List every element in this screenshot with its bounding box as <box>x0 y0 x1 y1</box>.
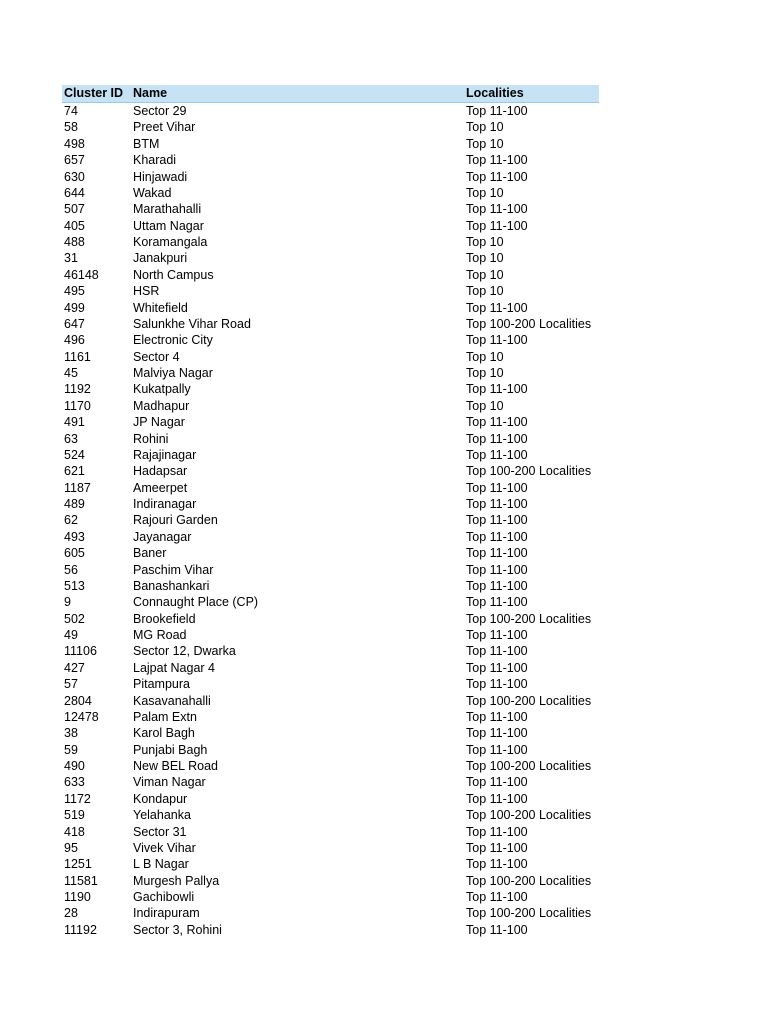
name-cell: Uttam Nagar <box>133 218 204 233</box>
cluster-id-cell: 491 <box>64 415 85 430</box>
localities-cell: Top 10 <box>466 366 504 380</box>
cluster-id-cell: 644 <box>64 185 85 200</box>
name-cell: Indiranagar <box>133 497 197 511</box>
table-row <box>62 840 599 856</box>
table-row <box>62 185 599 201</box>
cluster-id-cell: 519 <box>64 808 85 823</box>
cluster-id-cell: 1172 <box>64 791 91 806</box>
name-cell: Kasavanahalli <box>133 693 211 708</box>
cluster-id-cell: 1187 <box>64 480 91 495</box>
localities-cell: Top 11-100 <box>466 529 528 544</box>
name-cell: Marathahalli <box>133 202 202 217</box>
cluster-id-cell: 490 <box>64 759 85 773</box>
localities-cell: Top 11-100 <box>466 824 528 839</box>
name-cell: Rajouri Garden <box>133 513 218 528</box>
name-cell: Jayanagar <box>133 529 192 544</box>
name-cell: Sector 4 <box>133 349 180 364</box>
cluster-id-cell: 62 <box>64 513 78 528</box>
localities-cell: Top 11-100 <box>466 628 528 642</box>
table-row <box>62 283 599 299</box>
name-cell: Indirapuram <box>133 906 200 921</box>
cluster-id-cell: 488 <box>64 235 85 249</box>
cluster-id-cell: 63 <box>64 431 78 446</box>
localities-cell: Top 10 <box>466 251 504 266</box>
name-cell: Connaught Place (CP) <box>133 595 259 610</box>
localities-cell: Top 11-100 <box>466 218 528 233</box>
name-cell: Vivek Vihar <box>133 840 196 855</box>
cluster-id-cell: 1190 <box>64 890 91 904</box>
localities-cell: Top 11-100 <box>466 791 528 806</box>
table-row <box>62 922 599 938</box>
name-cell: Madhapur <box>133 398 190 413</box>
cluster-id-cell: 621 <box>64 464 85 479</box>
cluster-id-cell: 11581 <box>64 873 98 888</box>
name-cell: L B Nagar <box>133 857 189 872</box>
localities-cell: Top 100-200 Localities <box>466 693 592 708</box>
localities-cell: Top 11-100 <box>466 415 528 430</box>
table-row <box>62 889 599 905</box>
name-cell: Rohini <box>133 431 169 446</box>
name-cell: Sector 31 <box>133 824 187 839</box>
name-cell: Karol Bagh <box>133 726 195 741</box>
name-cell: Sector 12, Dwarka <box>133 644 236 659</box>
table-row <box>62 169 599 185</box>
table-row <box>62 136 599 152</box>
table-row <box>62 267 599 283</box>
name-cell: Lajpat Nagar 4 <box>133 660 216 675</box>
localities-cell: Top 11-100 <box>466 513 528 528</box>
cluster-id-cell: 58 <box>64 120 78 135</box>
localities-cell: Top 11-100 <box>466 742 528 757</box>
table-row <box>62 627 599 643</box>
name-cell: Kondapur <box>133 791 188 806</box>
cluster-id-cell: 513 <box>64 578 85 593</box>
localities-cell: Top 11-100 <box>466 726 528 741</box>
table-row <box>62 447 599 463</box>
header-cluster-id: Cluster ID <box>64 86 124 100</box>
name-cell: Koramangala <box>133 235 208 249</box>
localities-cell: Top 11-100 <box>466 153 528 168</box>
table-row <box>62 873 599 889</box>
localities-cell: Top 10 <box>466 398 504 413</box>
name-cell: Punjabi Bagh <box>133 742 208 757</box>
localities-cell: Top 11-100 <box>466 431 528 446</box>
name-cell: Kharadi <box>133 153 177 168</box>
localities-cell: Top 100-200 Localities <box>466 873 592 888</box>
cluster-id-cell: 496 <box>64 333 85 348</box>
cluster-id-cell: 605 <box>64 546 85 561</box>
localities-cell: Top 11-100 <box>466 857 528 872</box>
name-cell: Rajajinagar <box>133 447 197 462</box>
localities-cell: Top 11-100 <box>466 677 528 692</box>
cluster-id-cell: 647 <box>64 316 85 331</box>
localities-table <box>62 85 599 938</box>
table-row <box>62 414 599 430</box>
cluster-id-cell: 633 <box>64 775 85 790</box>
localities-cell: Top 11-100 <box>466 775 528 790</box>
localities-cell: Top 10 <box>466 235 504 249</box>
table-row <box>62 480 599 496</box>
cluster-id-cell: 489 <box>64 497 85 511</box>
cluster-id-cell: 95 <box>64 840 78 855</box>
localities-cell: Top 11-100 <box>466 497 528 511</box>
table-row <box>62 463 599 479</box>
cluster-id-cell: 2804 <box>64 693 92 708</box>
localities-cell: Top 10 <box>466 284 504 299</box>
table-row <box>62 905 599 921</box>
localities-cell: Top 11-100 <box>466 660 528 675</box>
localities-cell: Top 11-100 <box>466 169 528 184</box>
localities-cell: Top 11-100 <box>466 840 528 855</box>
localities-cell: Top 10 <box>466 349 504 364</box>
cluster-id-cell: 507 <box>64 202 85 217</box>
cluster-id-cell: 46148 <box>64 267 99 282</box>
name-cell: Paschim Vihar <box>133 562 214 577</box>
cluster-id-cell: 499 <box>64 300 85 315</box>
cluster-id-cell: 11106 <box>64 644 97 659</box>
table-row <box>62 594 599 610</box>
table-row <box>62 316 599 332</box>
name-cell: Sector 29 <box>133 104 187 118</box>
table-row <box>62 431 599 447</box>
localities-cell: Top 100-200 Localities <box>466 316 592 331</box>
table-row <box>62 758 599 774</box>
cluster-id-cell: 9 <box>64 595 71 610</box>
table-row <box>62 562 599 578</box>
cluster-id-cell: 1192 <box>64 382 91 397</box>
table-row <box>62 791 599 807</box>
cluster-id-cell: 59 <box>64 742 78 757</box>
cluster-id-cell: 1170 <box>64 398 91 413</box>
name-cell: Hinjawadi <box>133 169 188 184</box>
cluster-id-cell: 57 <box>64 677 78 692</box>
cluster-id-cell: 657 <box>64 153 85 168</box>
name-cell: Pitampura <box>133 677 190 692</box>
cluster-id-cell: 49 <box>64 628 78 642</box>
table-row <box>62 742 599 758</box>
localities-cell: Top 11-100 <box>466 104 528 118</box>
cluster-id-cell: 31 <box>64 251 78 266</box>
table-row <box>62 824 599 840</box>
table-row <box>62 578 599 594</box>
table-row <box>62 512 599 528</box>
cluster-id-cell: 45 <box>64 366 78 380</box>
localities-cell: Top 100-200 Localities <box>466 611 592 626</box>
header-localities: Localities <box>466 86 524 100</box>
table-row <box>62 709 599 725</box>
localities-cell: Top 11-100 <box>466 300 528 315</box>
table-row <box>62 774 599 790</box>
name-cell: Kukatpally <box>133 382 191 397</box>
table-row <box>62 234 599 250</box>
localities-cell: Top 11-100 <box>466 595 528 610</box>
cluster-id-cell: 524 <box>64 447 85 462</box>
name-cell: Murgesh Pallya <box>133 873 220 888</box>
table-row <box>62 660 599 676</box>
table-row <box>62 693 599 709</box>
localities-cell: Top 11-100 <box>466 546 528 561</box>
localities-cell: Top 11-100 <box>466 562 528 577</box>
localities-cell: Top 11-100 <box>466 333 528 348</box>
table-row <box>62 201 599 217</box>
cluster-id-cell: 418 <box>64 824 85 839</box>
cluster-id-cell: 74 <box>64 104 78 118</box>
header-name: Name <box>133 86 168 100</box>
table-row <box>62 496 599 512</box>
cluster-id-cell: 56 <box>64 562 78 577</box>
table-row <box>62 349 599 365</box>
name-cell: North Campus <box>133 267 214 282</box>
localities-cell: Top 11-100 <box>466 709 528 724</box>
table-row <box>62 856 599 872</box>
table-row <box>62 676 599 692</box>
table-row <box>62 529 599 545</box>
cluster-id-cell: 427 <box>64 660 85 675</box>
name-cell: Gachibowli <box>133 890 195 904</box>
table-row <box>62 218 599 234</box>
cluster-id-cell: 38 <box>64 726 78 741</box>
table-header-row <box>62 85 599 103</box>
table-row <box>62 611 599 627</box>
table-row <box>62 725 599 741</box>
table-row <box>62 807 599 823</box>
name-cell: Whitefield <box>133 300 188 315</box>
localities-cell: Top 100-200 Localities <box>466 759 592 773</box>
cluster-id-cell: 498 <box>64 136 85 151</box>
name-cell: Hadapsar <box>133 464 188 479</box>
table-row <box>62 250 599 266</box>
localities-cell: Top 10 <box>466 267 504 282</box>
localities-cell: Top 11-100 <box>466 447 528 462</box>
name-cell: HSR <box>133 284 160 299</box>
name-cell: Palam Extn <box>133 709 197 724</box>
name-cell: Wakad <box>133 185 172 200</box>
name-cell: Ameerpet <box>133 480 188 495</box>
name-cell: Viman Nagar <box>133 775 206 790</box>
name-cell: Baner <box>133 546 167 561</box>
localities-cell: Top 100-200 Localities <box>466 464 592 479</box>
table-row <box>62 365 599 381</box>
cluster-id-cell: 1251 <box>64 857 92 872</box>
name-cell: JP Nagar <box>133 415 185 430</box>
cluster-id-cell: 630 <box>64 169 85 184</box>
name-cell: Brookefield <box>133 611 196 626</box>
localities-cell: Top 11-100 <box>466 578 528 593</box>
table-row <box>62 152 599 168</box>
localities-cell: Top 10 <box>466 120 504 135</box>
localities-cell: Top 11-100 <box>466 644 528 659</box>
name-cell: Banashankari <box>133 578 210 593</box>
cluster-id-cell: 405 <box>64 218 85 233</box>
localities-cell: Top 11-100 <box>466 922 528 937</box>
localities-cell: Top 11-100 <box>466 890 528 904</box>
cluster-id-cell: 1161 <box>64 349 91 364</box>
table-row <box>62 103 599 119</box>
name-cell: Sector 3, Rohini <box>133 922 222 937</box>
table-body <box>62 103 599 938</box>
localities-cell: Top 100-200 Localities <box>466 808 592 823</box>
table-row <box>62 398 599 414</box>
cluster-id-cell: 493 <box>64 529 85 544</box>
cluster-id-cell: 11192 <box>64 922 97 937</box>
localities-cell: Top 11-100 <box>466 202 528 217</box>
name-cell: BTM <box>133 136 160 151</box>
cluster-id-cell: 12478 <box>64 709 99 724</box>
localities-cell: Top 11-100 <box>466 480 528 495</box>
name-cell: Malviya Nagar <box>133 366 213 380</box>
table-row <box>62 119 599 135</box>
name-cell: Yelahanka <box>133 808 191 823</box>
localities-cell: Top 10 <box>466 185 504 200</box>
cluster-id-cell: 495 <box>64 284 85 299</box>
localities-cell: Top 10 <box>466 136 504 151</box>
name-cell: MG Road <box>133 628 187 642</box>
table-row <box>62 332 599 348</box>
name-cell: Preet Vihar <box>133 120 196 135</box>
name-cell: Electronic City <box>133 333 213 348</box>
localities-cell: Top 100-200 Localities <box>466 906 592 921</box>
table-row <box>62 643 599 659</box>
cluster-id-cell: 28 <box>64 906 78 921</box>
name-cell: Janakpuri <box>133 251 188 266</box>
cluster-id-cell: 502 <box>64 611 85 626</box>
table-row <box>62 381 599 397</box>
localities-cell: Top 11-100 <box>466 382 528 397</box>
table-row <box>62 300 599 316</box>
name-cell: Salunkhe Vihar Road <box>133 316 251 331</box>
name-cell: New BEL Road <box>133 759 218 773</box>
table-row <box>62 545 599 561</box>
